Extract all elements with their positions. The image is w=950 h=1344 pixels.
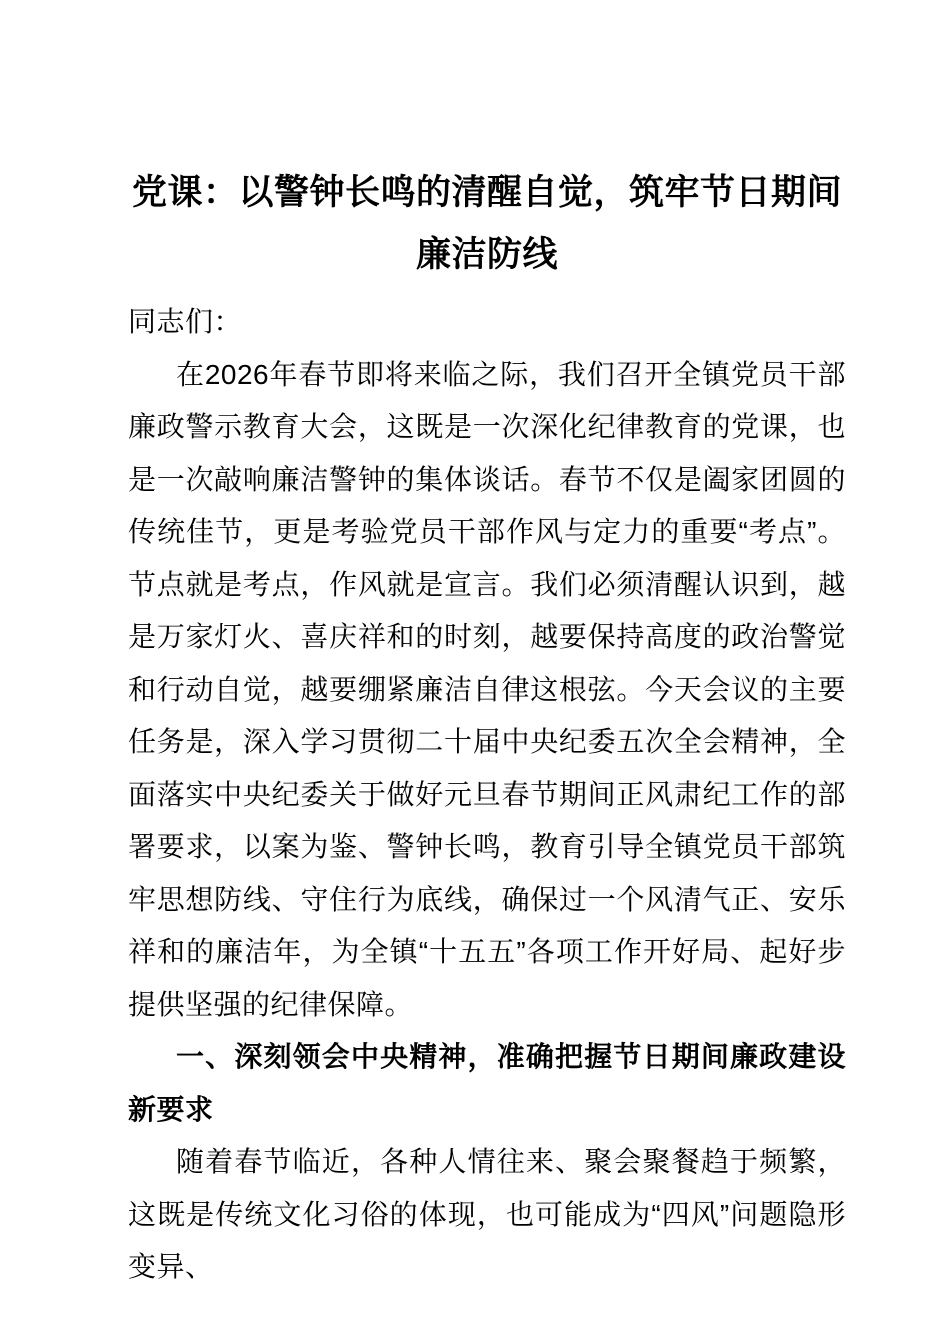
salutation: 同志们：	[128, 306, 243, 337]
document-title: 党课：以警钟长鸣的清醒自觉，筑牢节日期间廉洁防线	[131, 173, 842, 274]
document-body	[128, 296, 846, 1294]
paragraph-section-1-intro: 随着春节临近，各种人情往来、聚会聚餐趋于频繁，这既是传统文化习俗的体现，也可能成为“四风”问题隐形变异、	[128, 1146, 846, 1282]
paragraph-opening: 在2026年春节即将来临之际，我们召开全镇党员干部廉政警示教育大会，这既是一次深化纪律教育的党课，也是一次敲响廉洁警钟的集体谈话。春节不仅是阖家团圆的传统佳节，更是考验党员干部作风与定力的重要“考点”。节点就是考点，作风就是宣言。我们必须清醒认识到，越是万家灯火、喜庆祥和的时刻，越要保持高度的政治警觉和行动自觉，越要绷紧廉洁自律这根弦。今天会议的主要任务是，深入学习贯彻二十届中央纪委五次全会精神，全面落实中央纪委关于做好元旦春节期间正风肃纪工作的部署要求，以案为鉴、警钟长鸣，教育引导全镇党员干部筑牢思想防线、守住行为底线，确保过一个风清气正、安乐祥和的廉洁年，为全镇“十五五”各项工作开好局、起好步提供坚强的纪律保障。	[128, 358, 846, 1020]
section-heading-1: 一、深刻领会中央精神，准确把握节日期间廉政建设新要求	[128, 1041, 846, 1125]
